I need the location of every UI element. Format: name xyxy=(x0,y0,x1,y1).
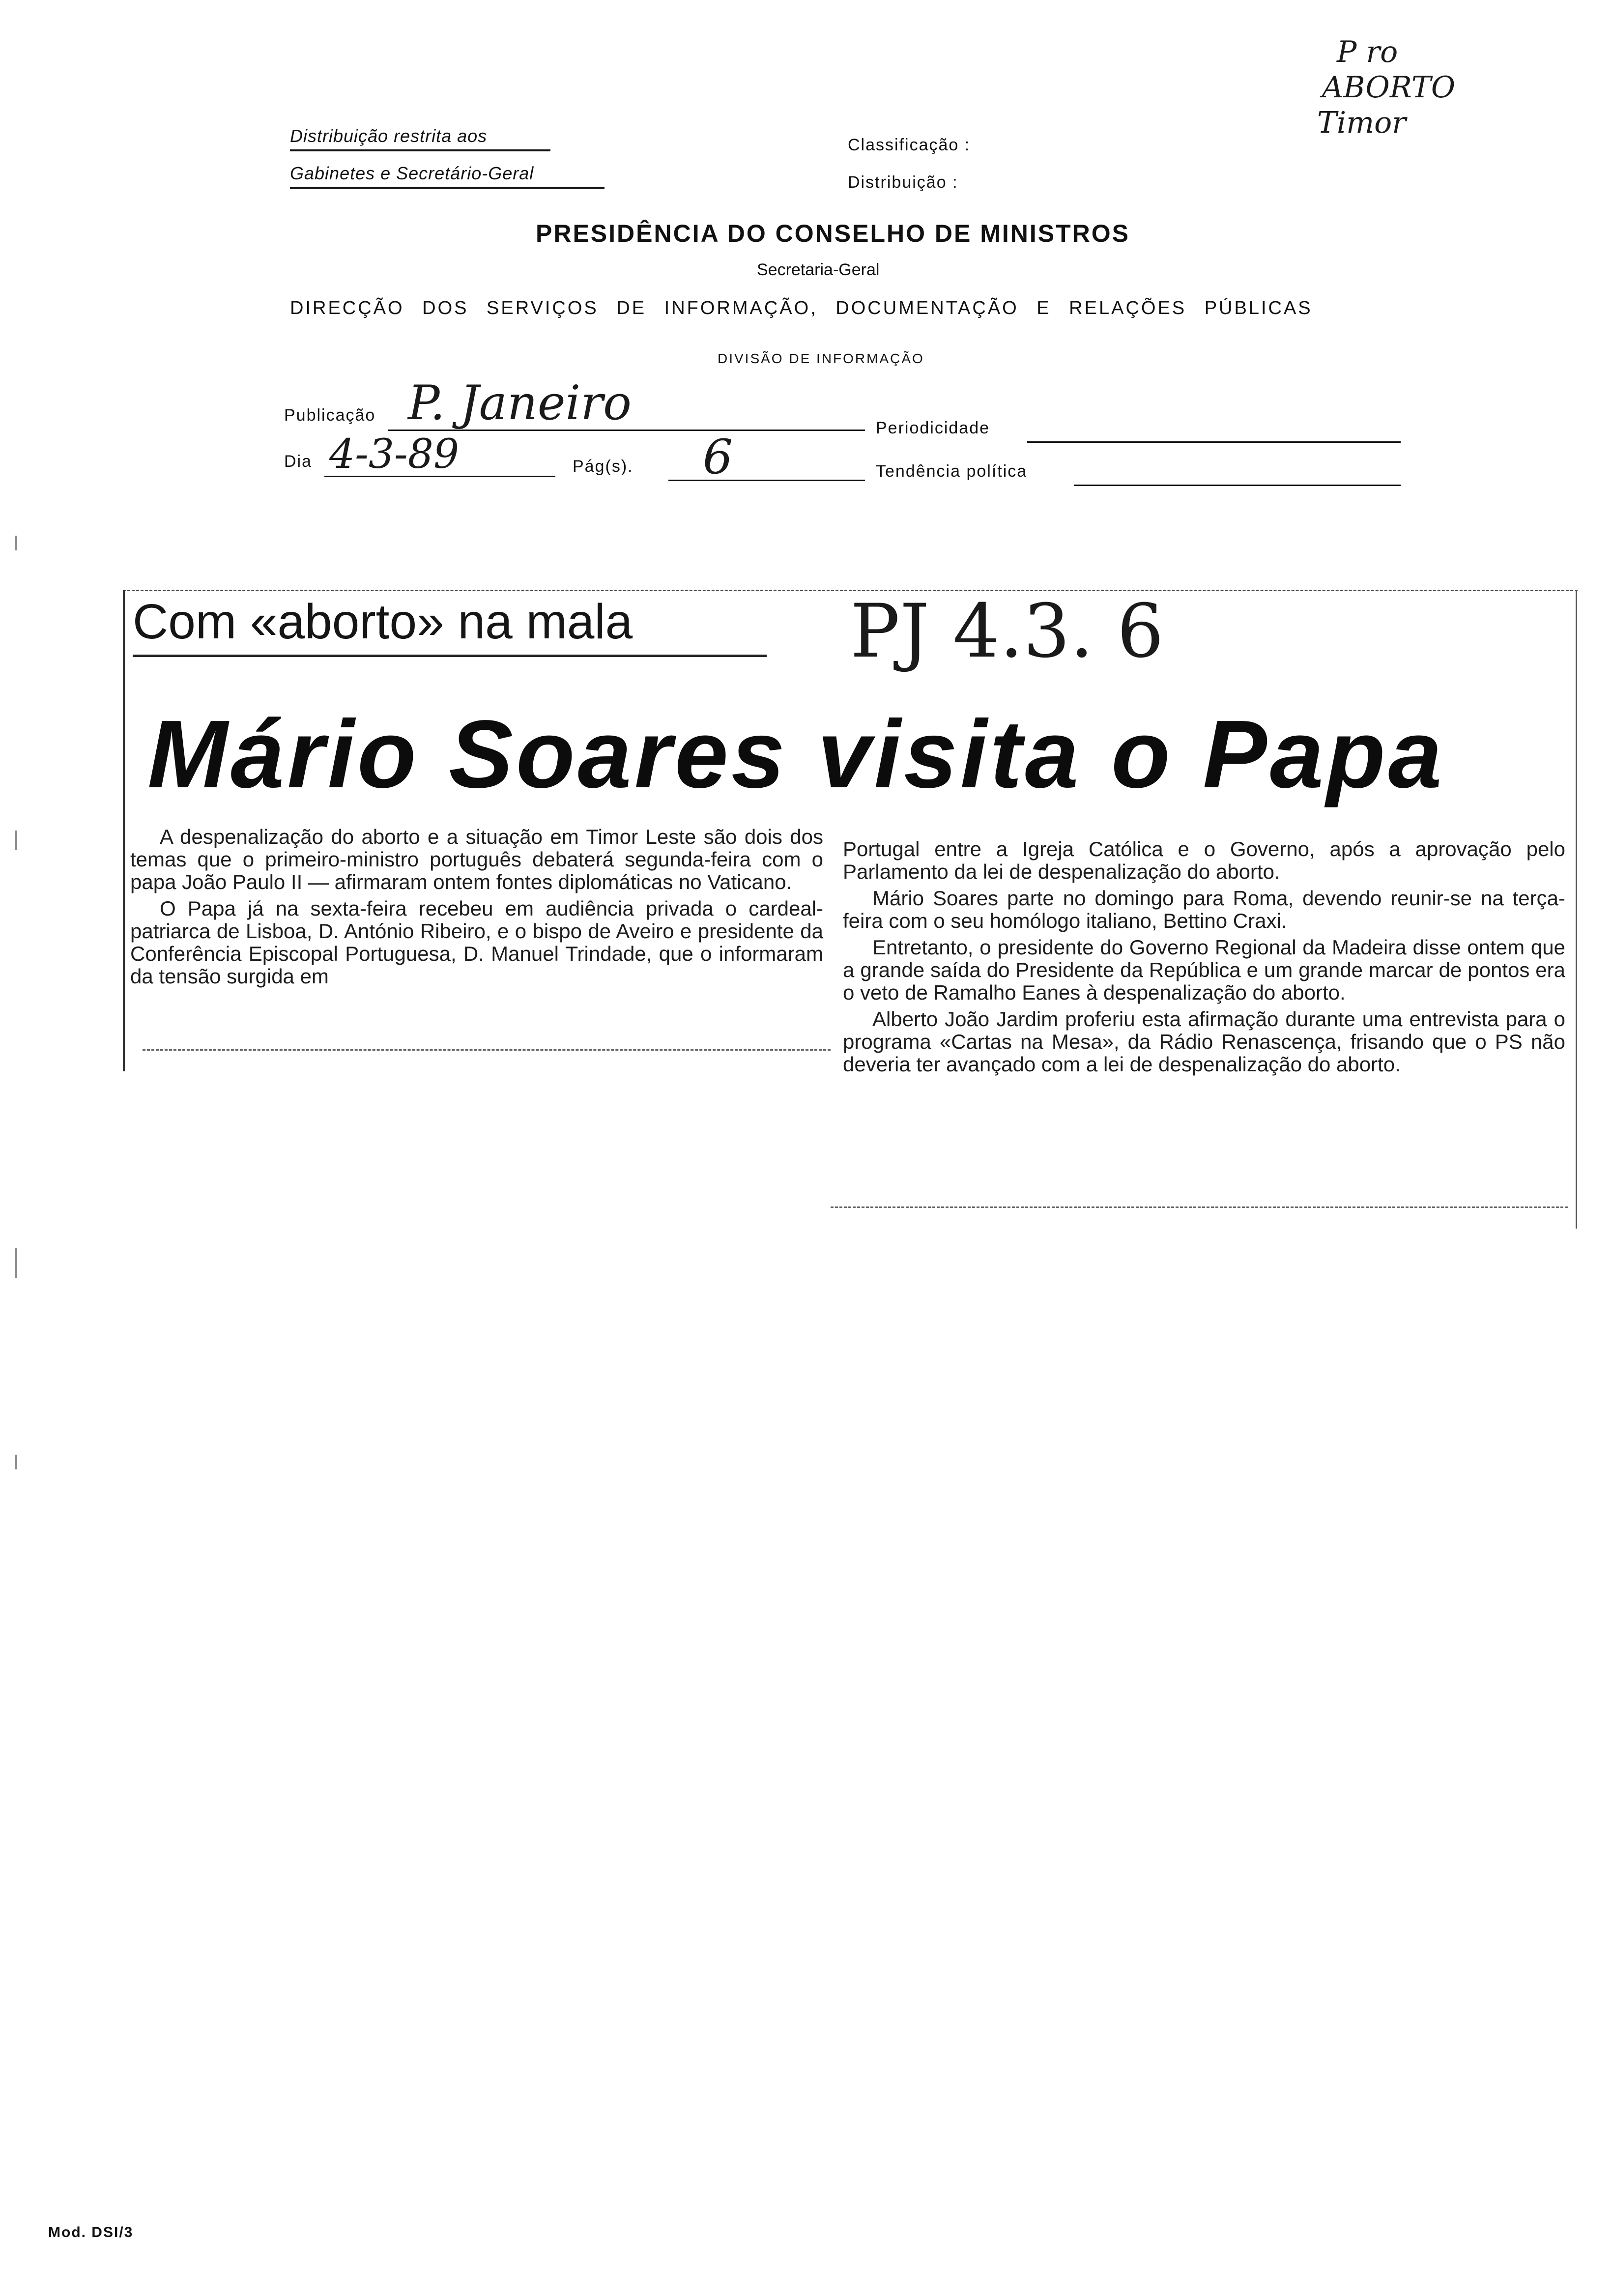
left-col-paragraph: A despenalização do aborto e a situação em Timor Leste são dois dos temas que o primeiro-ministro português debaterá segunda-feira com o papa João Paulo II — afirmaram ontem fontes diplomáticas no Vaticano. xyxy=(130,825,823,893)
handwritten-note-line: P ro xyxy=(1337,35,1398,69)
restriction-line-1: Distribuição restrita aos xyxy=(290,126,550,151)
pags-label: Pág(s). xyxy=(573,457,633,476)
directorate: DIRECÇÃO DOS SERVIÇOS DE INFORMAÇÃO, DOCUMENTAÇÃO E RELAÇÕES PÚBLICAS xyxy=(290,298,1313,318)
periodicidade-label: Periodicidade xyxy=(876,419,990,437)
handwritten-note-line: ABORTO xyxy=(1322,70,1456,105)
scan-edge-mark xyxy=(15,1248,17,1278)
right-col-paragraph: Alberto João Jardim proferiu esta afirmação durante uma entrevista para o programa «Cartas na Mesa», da Rádio Renascença, frisando que o PS não deveria ter avançado com a lei de despenalização do aborto. xyxy=(843,1007,1565,1076)
distribuicao-label: Distribuição : xyxy=(848,173,958,192)
handwritten-note-line: Timor xyxy=(1317,106,1406,140)
publicacao-handwritten: P. Janeiro xyxy=(408,375,632,430)
clipping-right-border xyxy=(1576,590,1577,1229)
article-left-column xyxy=(130,826,823,992)
secretariat: Secretaria-Geral xyxy=(757,260,880,279)
left-column-bottom-rule xyxy=(143,1049,831,1051)
scan-edge-mark xyxy=(15,536,17,550)
classificacao-label: Classificação : xyxy=(848,136,971,154)
article-right-column xyxy=(843,838,1565,1080)
pags-field xyxy=(668,480,865,481)
scan-edge-mark xyxy=(15,831,17,850)
publicacao-label: Publicação xyxy=(284,406,376,425)
scan-edge-mark xyxy=(15,1455,17,1469)
tendencia-label: Tendência política xyxy=(876,462,1028,481)
form-model-code: Mod. DSI/3 xyxy=(48,2224,134,2240)
kicker-rule xyxy=(133,655,767,657)
article-headline: Mário Soares visita o Papa xyxy=(147,700,1445,808)
handwritten-corner-note xyxy=(1317,34,1524,141)
right-col-paragraph: Portugal entre a Igreja Católica e o Governo, após a aprovação pelo Parlamento da lei de despenalização do aborto. xyxy=(843,837,1565,883)
periodicidade-field xyxy=(1027,441,1401,443)
org-title: PRESIDÊNCIA DO CONSELHO DE MINISTROS xyxy=(536,220,1130,247)
article-kicker: Com «aborto» na mala xyxy=(133,594,633,649)
dia-label: Dia xyxy=(284,452,313,471)
right-column-bottom-rule xyxy=(831,1206,1568,1208)
division: DIVISÃO DE INFORMAÇÃO xyxy=(718,351,924,366)
dia-handwritten: 4-3-89 xyxy=(329,431,460,478)
pags-handwritten: 6 xyxy=(703,430,733,485)
clipping-handwritten-ref: PJ 4.3. 6 xyxy=(850,589,1164,674)
tendencia-field xyxy=(1074,485,1401,486)
right-col-paragraph: Mário Soares parte no domingo para Roma, devendo reunir-se na terça-feira com o seu homólogo italiano, Bettino Craxi. xyxy=(843,887,1565,932)
right-col-paragraph: Entretanto, o presidente do Governo Regional da Madeira disse ontem que a grande saída do Presidente da República e um grande marcar de pontos era o veto de Ramalho Eanes à despenalização do aborto. xyxy=(843,936,1565,1004)
clipping-left-border xyxy=(123,590,125,1071)
left-col-paragraph: O Papa já na sexta-feira recebeu em audiência privada o cardeal-patriarca de Lisboa, D. António Ribeiro, e o bispo de Aveiro e presidente da Conferência Episcopal Portuguesa, D. Manuel Trindade, que o informaram da tensão surgida em xyxy=(130,897,823,988)
restriction-line-2: Gabinetes e Secretário-Geral xyxy=(290,163,604,189)
newspaper-clipping xyxy=(113,580,1583,1229)
